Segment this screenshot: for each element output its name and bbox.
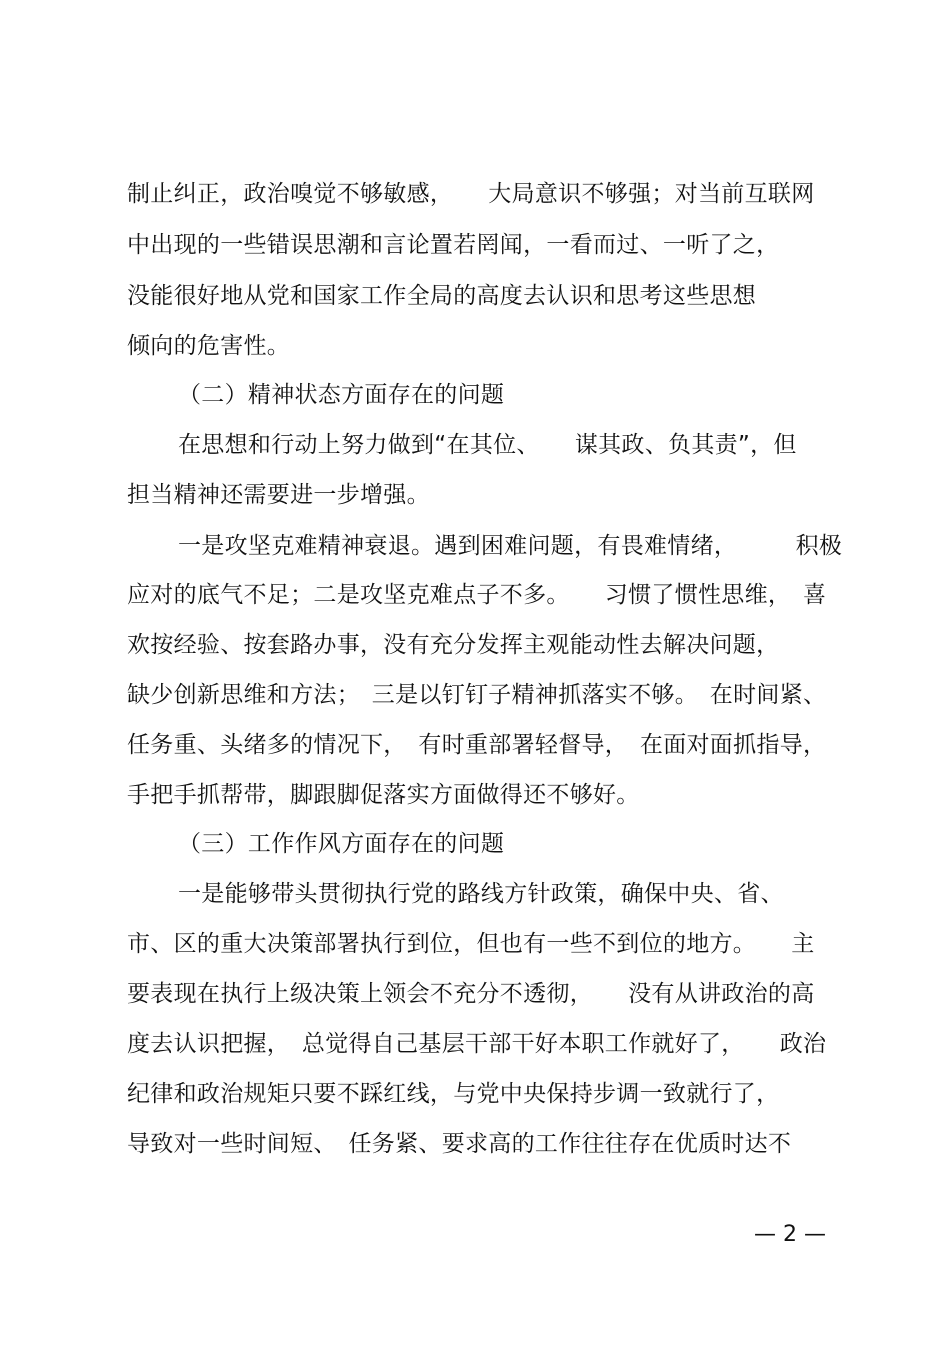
section-heading: （三）工作作风方面存在的问题 [178, 831, 505, 857]
text-line: 一是攻坚克难精神衰退。遇到困难问题，有畏难情绪， 积极 [178, 533, 843, 559]
text-line: 没能很好地从党和国家工作全局的高度去认识和思考这些思想 [127, 283, 757, 309]
section-heading: （二）精神状态方面存在的问题 [178, 382, 505, 408]
text-line: 制止纠正，政治嗅觉不够敏感， 大局意识不够强；对当前互联网 [127, 181, 815, 207]
text-line: 纪律和政治规矩只要不踩红线，与党中央保持步调一致就行了， [127, 1081, 780, 1107]
text-line: 任务重、头绪多的情况下， 有时重部署轻督导， 在面对面抓指导， [127, 732, 827, 758]
text-line: 要表现在执行上级决策上领会不充分不透彻， 没有从讲政治的高 [127, 981, 815, 1007]
text-line: 中出现的一些错误思潮和言论置若罔闻，一看而过、一听了之， [127, 232, 780, 258]
text-line: 缺少创新思维和方法； 三是以钉钉子精神抓落实不够。 在时间紧、 [127, 682, 827, 708]
text-line: 倾向的危害性。 [127, 333, 291, 359]
page-number: — 2 — [754, 1222, 826, 1247]
text-line: 应对的底气不足；二是攻坚克难点子不多。 习惯了惯性思维， 喜 [127, 582, 827, 608]
text-line: 一是能够带头贯彻执行党的路线方针政策，确保中央、省、 [178, 881, 784, 907]
text-line: 市、区的重大决策部署执行到位，但也有一些不到位的地方。 主 [127, 931, 815, 957]
text-line: 担当精神还需要进一步增强。 [127, 482, 430, 508]
text-line: 手把手抓帮带，脚跟脚促落实方面做得还不够好。 [127, 782, 640, 808]
text-line: 在思想和行动上努力做到“在其位、 谋其政、负其责”，但 [178, 432, 797, 458]
text-line: 度去认识把握， 总觉得自己基层干部干好本职工作就好了， 政治 [127, 1031, 827, 1057]
text-line: 欢按经验、按套路办事，没有充分发挥主观能动性去解决问题， [127, 632, 780, 658]
text-line: 导致对一些时间短、 任务紧、要求高的工作往往存在优质时达不 [127, 1131, 792, 1157]
